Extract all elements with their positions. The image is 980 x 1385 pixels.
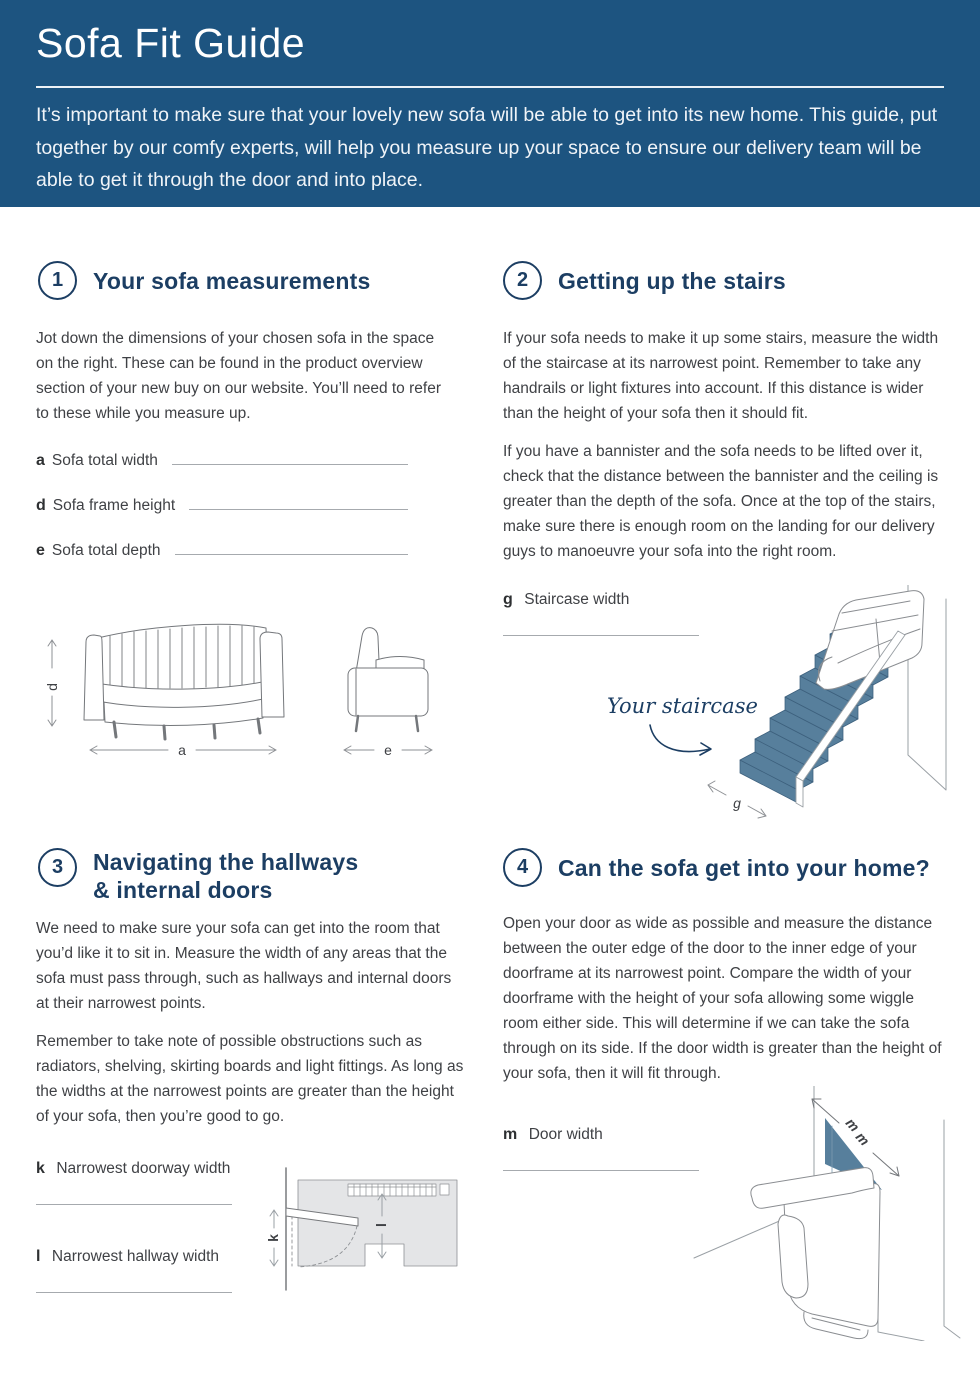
label-e: e — [384, 742, 392, 758]
section-1-header — [38, 261, 458, 300]
section-4-header — [503, 848, 963, 887]
section-3-paragraph-1: We need to make sure your sofa can get into the room that you’d like it to sit in. Measure the width of any areas that the sofa must pass through, such as hallways and internal doors at their narrowest points. — [36, 920, 452, 1012]
section-1-number: 1 — [51, 269, 64, 291]
field-sofa-total-depth — [36, 541, 408, 560]
blank-write-line — [189, 496, 408, 510]
label-g: g — [733, 795, 741, 811]
section-3-title-line-1: Navigating the hallways — [93, 849, 359, 875]
blank-write-line — [36, 1204, 232, 1205]
section-1-body — [36, 326, 448, 426]
section-3-paragraph-2: Remember to take note of possible obstructions such as radiators, shelving, skirting boards and light fittings. As long as the widths at the narrowest points are greater than the height of your sofa, then you’re good to go. — [36, 1033, 464, 1125]
section-3-number-badge — [38, 848, 77, 887]
field-sofa-frame-height — [36, 496, 408, 515]
blank-write-line — [175, 541, 409, 555]
label-d: d — [44, 683, 60, 691]
section-4-number-badge — [503, 848, 542, 887]
section-3-header — [38, 848, 468, 904]
blank-write-line — [172, 451, 408, 465]
section-1-title: Your sofa measurements — [93, 268, 371, 294]
field-key-m: m — [503, 1126, 518, 1143]
section-4-paragraph: Open your door as wide as possible and measure the distance between the outer edge of the door to the inner edge of your doorframe at its narrowest point. Compare the width of your doorframe with the height of your sofa allowing some wiggle room either side. This will determine if we can take the sofa through on its side. If the door width is greater than the height of your sofa, then it will fit through. — [503, 915, 942, 1082]
field-key-k: k — [36, 1160, 45, 1177]
door-width-diagram — [692, 1086, 962, 1346]
label-a: a — [178, 742, 186, 758]
field-label-e: Sofa total depth — [51, 542, 161, 559]
section-2-title: Getting up the stairs — [558, 268, 786, 294]
radiator-drawing — [348, 1184, 449, 1196]
blank-write-line — [36, 1292, 232, 1293]
staircase-diagram — [580, 585, 960, 825]
hallway-floorplan-diagram — [252, 1166, 467, 1299]
section-3-number: 3 — [51, 856, 64, 878]
section-2-body — [503, 326, 949, 564]
section-2-paragraph-2: If you have a bannister and the sofa needs to be lifted over it, check that the distance between the bannister and the ceiling is greater than the depth of the sofa. Once at the top of the stairs, make sure there is enough room on the landing for our delivery guys to manoeuvre your sofa into the right room. — [503, 443, 939, 560]
label-k: k — [265, 1234, 281, 1242]
field-label-d: Sofa frame height — [52, 497, 176, 514]
field-narrowest-hallway-width — [36, 1248, 232, 1293]
section-4-title: Can the sofa get into your home? — [558, 855, 930, 881]
field-label-a: Sofa total width — [51, 452, 158, 469]
label-m: m — [842, 1114, 863, 1135]
section-3-body — [36, 916, 466, 1129]
label-m-2: m — [852, 1128, 873, 1149]
field-key-a: a — [36, 452, 45, 469]
section-1-number-badge — [38, 261, 77, 300]
field-label-l: Narrowest hallway width — [51, 1248, 220, 1265]
section-2-paragraph-1: If your sofa needs to make it up some stairs, measure the width of the staircase at its narrowest point. Remember to take any handrails or light fixtures into account. If this distance is wider than the height of your sofa then it should fit. — [503, 330, 939, 422]
dimension-arrow-d — [48, 640, 56, 726]
section-2-header — [503, 261, 948, 300]
label-l: l — [373, 1223, 389, 1227]
field-key-g: g — [503, 591, 513, 608]
field-label-m: Door width — [528, 1126, 603, 1143]
field-key-e: e — [36, 542, 45, 559]
field-narrowest-doorway-width — [36, 1160, 232, 1205]
field-key-l: l — [36, 1248, 41, 1265]
sofa-measurement-diagram — [36, 598, 460, 775]
section-2-number-badge — [503, 261, 542, 300]
sofa-front-drawing — [84, 624, 284, 739]
annotation-arrow — [650, 725, 711, 755]
field-door-width — [503, 1126, 699, 1171]
staircase-annotation: Your staircase — [607, 694, 758, 718]
intro-paragraph: It’s important to make sure that your lovely new sofa will be able to get into its new home. This guide, put together by our comfy experts, will help you measure up your space to ensure our delivery team will be able to get it through the door and into place. — [36, 104, 938, 191]
section-1-paragraph: Jot down the dimensions of your chosen sofa in the space on the right. These can be found in the product overview section of your new buy on our website. You’ll need to refer to these while you measure up. — [36, 330, 441, 422]
sofa-side-drawing — [348, 628, 428, 731]
section-3-title — [93, 848, 358, 904]
header-banner — [0, 0, 980, 207]
field-sofa-total-width — [36, 451, 408, 470]
blank-write-line — [503, 1170, 699, 1171]
section-3-title-line-2: & internal doors — [93, 877, 273, 903]
section-2-number: 2 — [516, 269, 529, 291]
section-4-number: 4 — [516, 856, 529, 878]
page-title: Sofa Fit Guide — [36, 20, 306, 66]
field-key-d: d — [36, 497, 46, 514]
section-4-body — [503, 911, 953, 1086]
sofa-through-door-drawing — [751, 1168, 880, 1339]
header-divider — [36, 86, 944, 88]
field-label-g: Staircase width — [524, 591, 630, 608]
field-label-k: Narrowest doorway width — [56, 1160, 231, 1177]
